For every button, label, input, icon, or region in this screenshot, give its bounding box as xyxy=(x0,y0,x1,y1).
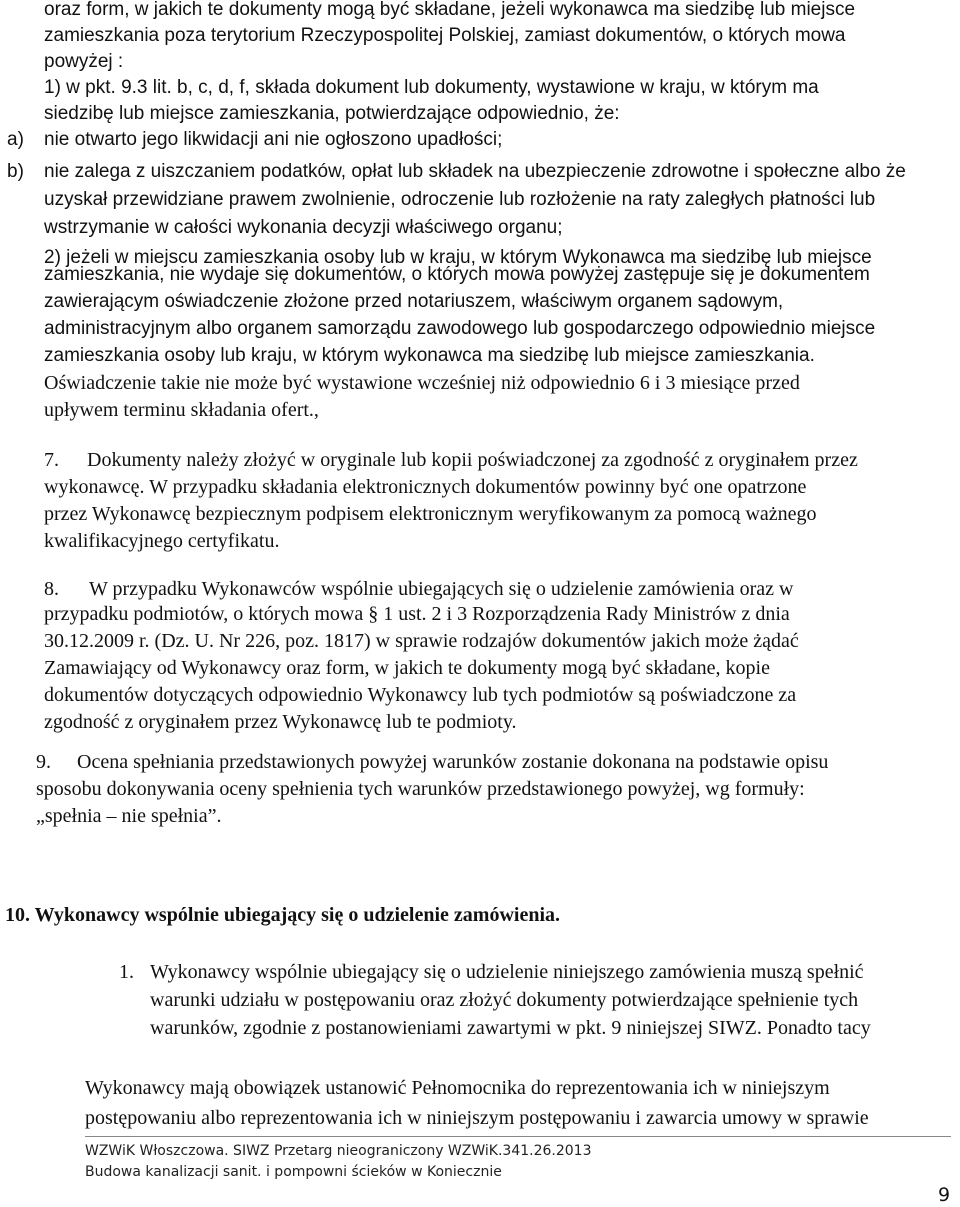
section-8-line: dokumentów dotyczących odpowiednio Wykonawcy lub tych podmiotów są poświadczone za xyxy=(44,684,797,706)
point-2-line: zawierającym oświadczenie złożone przed notariuszem, właściwym organem sądowym, xyxy=(44,291,784,312)
section-7-number: 7. xyxy=(44,449,59,471)
page-number: 9 xyxy=(938,1184,951,1206)
intro-line: oraz form, w jakich te dokumenty mogą być składane, jeżeli wykonawca ma siedzibę lub miejsce xyxy=(44,0,856,20)
section-8-line: przypadku podmiotów, o których mowa § 1 ust. 2 i 3 Rozporządzenia Rady Ministrów z dnia xyxy=(44,603,790,625)
list-marker-a: a) xyxy=(7,129,24,150)
list-marker-b: b) xyxy=(7,161,24,182)
list-item-b: nie zalega z uiszczaniem podatków, opłat lub składek na ubezpieczenie zdrowotne i społeczne albo że xyxy=(44,161,906,182)
list-item-b-continuation: wstrzymanie w całości wykonania decyzji właściwego organu; xyxy=(44,217,563,238)
section-7-line: Dokumenty należy złożyć w oryginale lub kopii poświadczonej za zgodność z oryginałem przez xyxy=(87,449,858,471)
section-heading: 10. Wykonawcy wspólnie ubiegający się o udzielenie zamówienia. xyxy=(5,904,560,926)
statement-line: Oświadczenie takie nie może być wystawione wcześniej niż odpowiednio 6 i 3 miesiące przed xyxy=(44,372,800,394)
point-2-line: 2) jeżeli w miejscu zamieszkania osoby lub w kraju, w którym Wykonawca ma siedzibę lub miejsce xyxy=(44,247,872,268)
section-8-line: zgodność z oryginałem przez Wykonawcę lub te podmioty. xyxy=(44,711,517,733)
point-2-line: zamieszkania, nie wydaje się dokumentów, o których mowa powyżej zastępuje się je dokumentem xyxy=(44,264,870,285)
intro-line: 1) w pkt. 9.3 lit. b, c, d, f, składa dokument lub dokumenty, wystawione w kraju, w którym ma xyxy=(44,77,819,98)
section-7-line: kwalifikacyjnego certyfikatu. xyxy=(44,530,280,552)
section-7-line: wykonawcę. W przypadku składania elektronicznych dokumentów powinny być one opatrzone xyxy=(44,476,807,498)
closing-line: postępowaniu albo reprezentowania ich w niniejszym postępowaniu i zawarcia umowy w sprawie xyxy=(85,1107,869,1129)
section-8-line: 30.12.2009 r. (Dz. U. Nr 226, poz. 1817) w sprawie rodzajów dokumentów jakich może żądać xyxy=(44,630,799,652)
point-2-line: zamieszkania osoby lub kraju, w którym wykonawca ma siedzibę lub miejsce zamieszkania. xyxy=(44,345,815,366)
point-10-1-line: Wykonawcy wspólnie ubiegający się o udzielenie niniejszego zamówienia muszą spełnić xyxy=(150,961,864,983)
section-9-line: „spełnia – nie spełnia”. xyxy=(36,805,222,827)
list-item-b-continuation: uzyskał przewidziane prawem zwolnienie, odroczenie lub rozłożenie na raty zaległych płatności lub xyxy=(44,189,876,210)
list-item-a: nie otwarto jego likwidacji ani nie ogłoszono upadłości; xyxy=(44,129,503,150)
point-2-line: administracyjnym albo organem samorządu zawodowego lub gospodarczego odpowiednio miejsce xyxy=(44,318,876,339)
footer-line: Budowa kanalizacji sanit. i pompowni ścieków w Koniecznie xyxy=(85,1164,502,1180)
intro-line: siedzibę lub miejsce zamieszkania, potwierdzające odpowiednio, że: xyxy=(44,103,620,124)
section-7-line: przez Wykonawcę bezpiecznym podpisem elektronicznym weryfikowanym za pomocą ważnego xyxy=(44,503,817,525)
point-10-1-line: warunków, zgodnie z postanowieniami zawartymi w pkt. 9 niniejszej SIWZ. Ponadto tacy xyxy=(150,1017,871,1039)
intro-line: zamieszkania poza terytorium Rzeczypospolitej Polskiej, zamiast dokumentów, o których mowa xyxy=(44,25,846,46)
point-10-1-line: warunki udziału w postępowaniu oraz złożyć dokumenty potwierdzające spełnienie tych xyxy=(150,989,859,1011)
closing-line: Wykonawcy mają obowiązek ustanowić Pełnomocnika do reprezentowania ich w niniejszym xyxy=(85,1077,830,1099)
footer-line: WZWiK Włoszczowa. SIWZ Przetarg nieograniczony WZWiK.341.26.2013 xyxy=(85,1143,592,1159)
footer-divider xyxy=(85,1136,951,1137)
section-8-line: Zamawiający od Wykonawcy oraz form, w jakich te dokumenty mogą być składane, kopie xyxy=(44,657,770,679)
intro-line: powyżej : xyxy=(44,51,124,72)
section-8-number: 8. xyxy=(44,578,59,600)
section-9-number: 9. xyxy=(36,751,51,773)
statement-line: upływem terminu składania ofert., xyxy=(44,399,319,421)
section-8-line: W przypadku Wykonawców wspólnie ubiegających się o udzielenie zamówienia oraz w xyxy=(89,578,794,600)
section-9-line: sposobu dokonywania oceny spełnienia tych warunków przedstawionego powyżej, wg formuły: xyxy=(36,778,805,800)
point-10-1-number: 1. xyxy=(119,961,134,983)
section-9-line: Ocena spełniania przedstawionych powyżej warunków zostanie dokonana na podstawie opisu xyxy=(77,751,829,773)
